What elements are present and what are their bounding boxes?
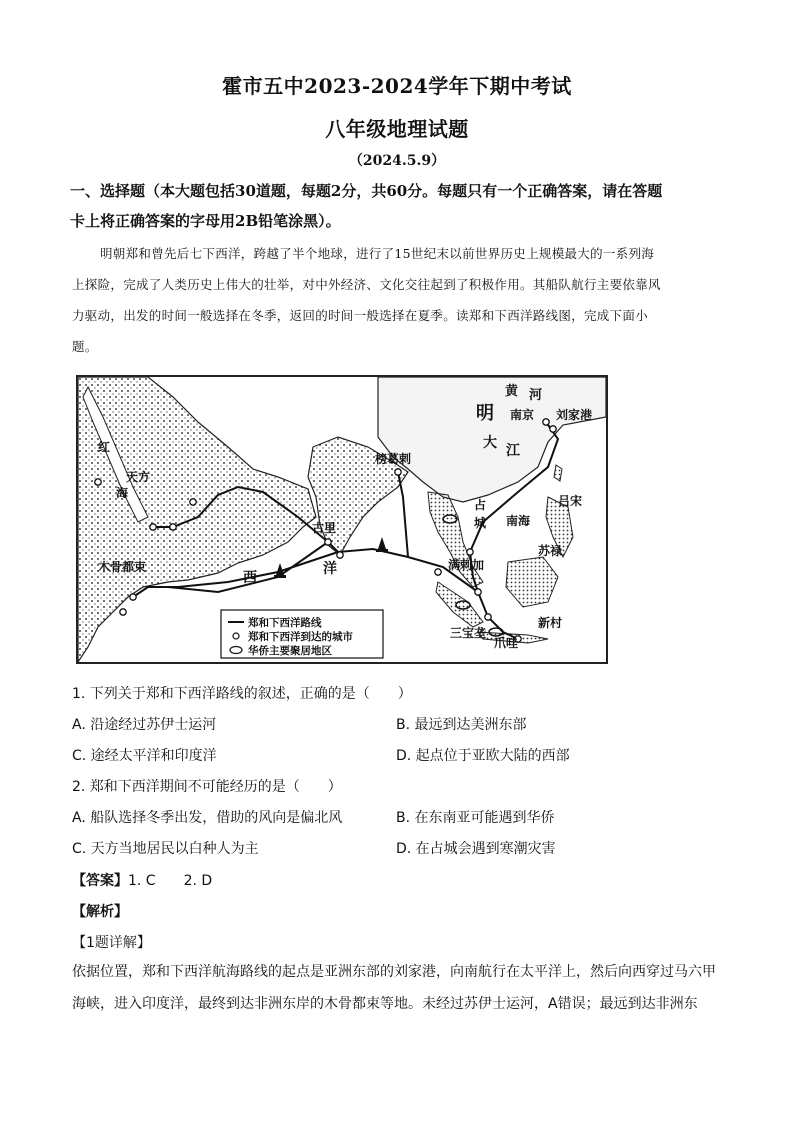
answer-line [72, 870, 212, 890]
legend-overseas: 华侨主要聚居地区 [248, 645, 332, 657]
exam-title: 霍市五中2023-2024学年下期中考试 [222, 74, 572, 98]
q2-option-a[interactable]: A. 船队选择冬季出发，借助的风向是偏北风 [72, 810, 343, 826]
label-nanhai: 南海 [506, 514, 531, 528]
label-tianfang: 天方 [126, 470, 151, 484]
label-xi: 西 [243, 570, 257, 586]
label-sanbaolong: 三宝垄 [450, 626, 487, 640]
zhenghe-route-map [76, 375, 608, 664]
intro-line-3: 力驱动，出发的时间一般选择在冬季，返回的时间一般选择在夏季。读郑和下西洋路线图，完成下面小 [72, 308, 649, 323]
analysis-tag-text: 【解析】 [72, 904, 128, 920]
label-mugudushu: 木骨都束 [98, 560, 147, 574]
label-hong: 红 [98, 440, 111, 454]
q1-option-b[interactable]: B. 最远到达美洲东部 [396, 717, 527, 733]
exam-subtitle: 八年级地理试题 [325, 117, 469, 141]
detail-tag-text: 【1题详解】 [72, 935, 151, 951]
q1-option-c[interactable]: C. 途经太平洋和印度洋 [72, 748, 217, 764]
label-xincun: 新村 [538, 616, 563, 630]
label-nanjing: 南京 [510, 408, 535, 422]
answer-tag: 【答案】 [72, 873, 128, 889]
island-borneo [506, 557, 558, 607]
q2-stem: 2. 郑和下西洋期间不可能经历的是（ ） [72, 779, 342, 795]
q1-option-a[interactable]: A. 沿途经过苏伊士运河 [72, 717, 217, 733]
detail-line-1: 依据位置，郑和下西洋航海路线的起点是亚洲东部的刘家港，向南航行在太平洋上，然后向西穿过马六甲 [72, 964, 716, 980]
section-line-1: 一、选择题（本大题包括30道题，每题2分，共60分。每题只有一个正确答案，请在答题 [70, 182, 663, 200]
label-bangela: 榜葛剌 [375, 452, 412, 466]
map-legend [221, 610, 383, 658]
label-zhuawa: 爪哇 [494, 636, 519, 650]
label-jiang: 江 [506, 443, 520, 459]
detail-tag [72, 932, 151, 952]
q2-option-d[interactable]: D. 在占城会遇到寒潮灾害 [396, 841, 556, 857]
legend-cities: 郑和下西洋到达的城市 [248, 631, 353, 643]
label-liujiagang: 刘家港 [556, 408, 593, 422]
label-huang: 黄 [505, 384, 519, 399]
detail-paragraph [72, 956, 732, 1020]
island-taiwan [554, 465, 562, 481]
ship-icon [376, 537, 388, 552]
label-cheng: 城 [474, 516, 487, 530]
detail-line-2: 海峡，进入印度洋，最终到达非洲东岸的木骨都束等地。未经过苏伊士运河，A错误；最远到达非洲东 [72, 996, 698, 1012]
q2-option-c[interactable]: C. 天方当地居民以白种人为主 [72, 841, 259, 857]
label-ming: 明 [476, 403, 494, 424]
exam-date: （2024.5.9） [348, 153, 446, 169]
analysis-tag [72, 901, 128, 921]
label-yang: 洋 [323, 561, 337, 577]
intro-passage [72, 238, 732, 362]
answer-text: 1. C 2. D [128, 873, 213, 889]
label-sulu: 苏禄 [538, 544, 563, 558]
intro-line-2: 上探险，完成了人类历史上伟大的壮举，对中外经济、文化交往起到了积极作用。其船队航行主要依靠风 [72, 277, 661, 292]
section-line-2: 卡上将正确答案的字母用2B铅笔涂黑）。 [70, 212, 341, 230]
label-zhan: 占 [474, 498, 487, 512]
legend-route: 郑和下西洋路线 [248, 617, 322, 629]
intro-line-1: 明朝郑和曾先后七下西洋，跨越了半个地球，进行了15世纪末以前世界历史上规模最大的一系列海 [100, 246, 655, 261]
label-hai: 海 [116, 486, 129, 500]
q1-option-d[interactable]: D. 起点位于亚欧大陆的西部 [396, 748, 570, 764]
intro-line-4: 题。 [72, 339, 98, 354]
label-he: 河 [529, 388, 543, 403]
q1-stem: 1. 下列关于郑和下西洋路线的叙述，正确的是（ ） [72, 686, 412, 702]
q2-option-b[interactable]: B. 在东南亚可能遇到华侨 [396, 810, 555, 826]
map-svg [78, 377, 606, 662]
section-heading [70, 176, 730, 236]
label-da: 大 [483, 435, 497, 451]
label-manlajia: 满剌加 [448, 558, 485, 572]
label-lusong: 吕宋 [558, 494, 583, 508]
label-guli: 古里 [312, 521, 337, 535]
